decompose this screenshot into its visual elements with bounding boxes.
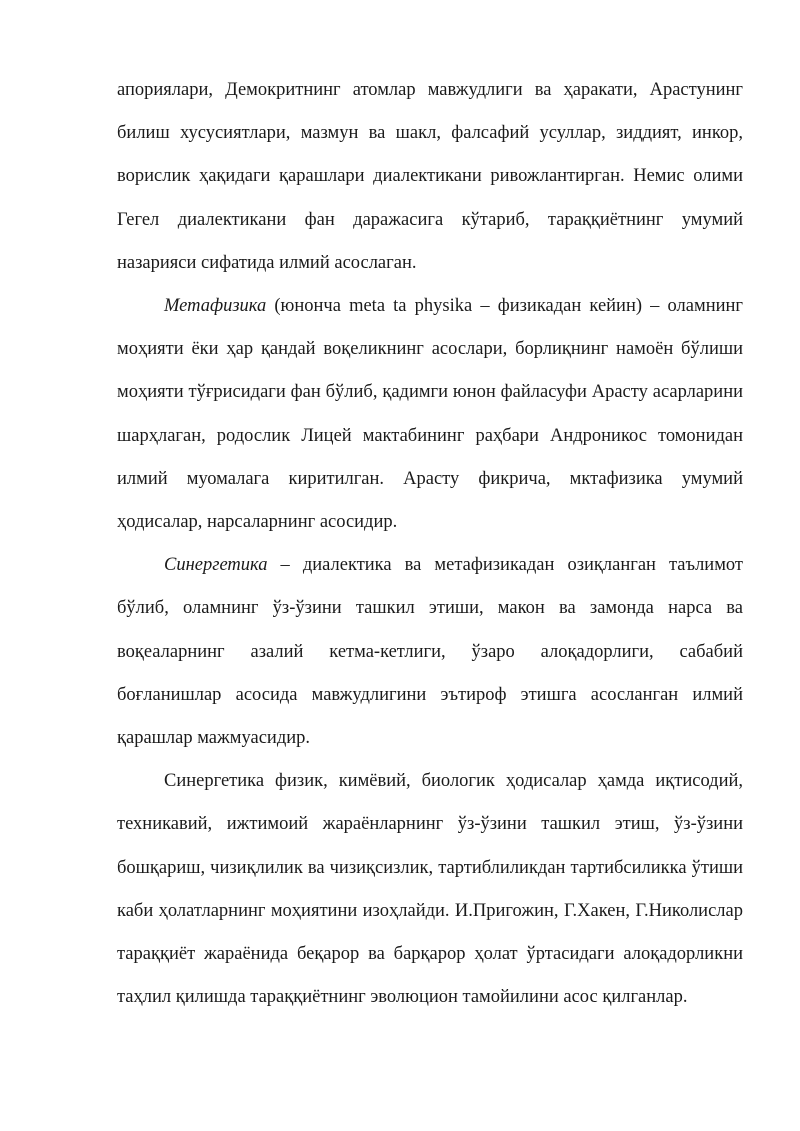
paragraph-text: (юнонча meta ta physika – физикадан кейин) – оламнинг моҳияти ёки ҳар қандай воқеликнинг асослари, борлиқнинг намоён бўлиши моҳияти тўғрисидаги фан бўлиб, қадимги юнон файласуфи Арасту асарларини шарҳлаган, родослик Лицей мактабининг раҳбари Андроникос томонидан илмий муомалага киритилган. Арасту фикрича, мктафизика умумий ҳодисалар, нарсаларнинг асосидир. <box>117 296 743 533</box>
paragraph-text: Синергетика физик, кимёвий, биологик ҳодисалар ҳамда иқтисодий, техникавий, ижтимоий жараёнларнинг ўз-ўзини ташкил этиш, ўз-ўзини бошқариш, чизиқлилик ва чизиқсизлик, тартиблиликдан тартибсиликка ўтиши каби ҳолатларнинг моҳиятини изоҳлайди. И.Пригожин, Г.Хакен, Г.Николислар тараққиёт жараёнида беқарор ва барқарор ҳолат ўртасидаги алоқадорликни таҳлил қилишда тараққиётнинг эволюцион тамойилини асос қилганлар. <box>117 771 743 1008</box>
term-metaphysics: Метафизика <box>164 296 267 317</box>
paragraph-metaphysics <box>117 285 743 544</box>
paragraph-text: апориялари, Демокритнинг атомлар мавжудлиги ва ҳаракати, Арастунинг билиш хусусиятлари, мазмун ва шакл, фалсафий усуллар, зиддият, инкор, ворислик ҳақидаги қарашлари диалектикани ривожлантирган. Немис олими Гегел диалектикани фан даражасига кўтариб, тараққиётнинг умумий назарияси сифатида илмий асослаган. <box>117 80 743 273</box>
term-synergetics: Синергетика <box>164 555 268 576</box>
paragraph-text: – диалектика ва метафизикадан озиқланган таълимот бўлиб, оламнинг ўз-ўзини ташкил этиши, макон ва замонда нарса ва воқеаларнинг азалий кетма-кетлиги, ўзаро алоқадорлиги, сабабий боғланишлар асосида мавжудлигини эътироф этишга асосланган илмий қарашлар мажмуасидир. <box>117 555 743 749</box>
paragraph-synergetics <box>117 544 743 760</box>
document-page <box>117 69 743 1019</box>
paragraph-synergetics-scope <box>117 760 743 1019</box>
paragraph-dialectics-history <box>117 69 743 285</box>
